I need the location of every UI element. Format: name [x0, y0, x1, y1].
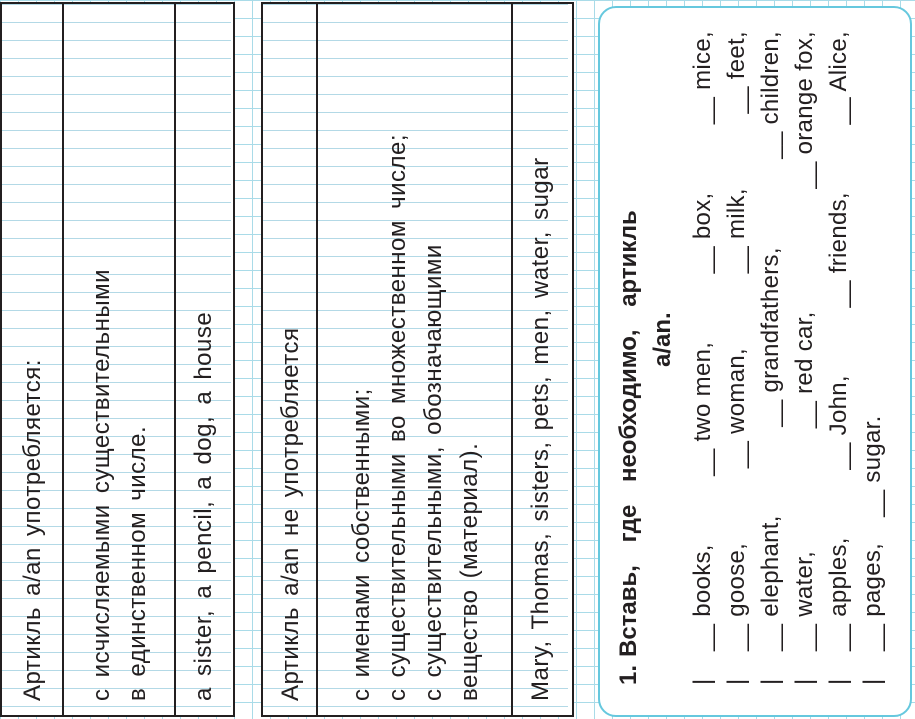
exercise-row: | __ goose, __ woman, __ milk, __ feet,: [723, 31, 750, 685]
exercise-item[interactable]: __ red car,: [791, 311, 818, 429]
exercise-item[interactable]: __ goose,: [723, 542, 750, 651]
table-usage: [0, 2, 235, 717]
exercise-item[interactable]: __ John,: [825, 375, 852, 470]
table-usage-header-cell: [2, 4, 64, 715]
table-non-usage-header-cell: [263, 4, 318, 715]
table-usage-examples-cell: [176, 4, 231, 715]
rule-item: с именами собственными;: [347, 388, 375, 701]
exercise-item[interactable]: __ elephant,: [757, 515, 784, 651]
exercise-row: | __ pages, __ sugar.: [859, 415, 886, 685]
rule-line-2: в единственном числе.: [124, 425, 151, 701]
table-usage-rule-cell: [64, 4, 176, 715]
exercise-item[interactable]: __ water,: [791, 550, 818, 651]
exercise-row: | __ elephant, __ grandfathers, __ children,: [757, 31, 784, 685]
exercise-item[interactable]: __ two men,: [689, 341, 716, 476]
rule-item: вещество (материал).: [455, 442, 483, 701]
exercise-item[interactable]: __ pages,: [859, 542, 886, 651]
rule-item: с существительными во множественном числе;: [383, 133, 411, 701]
non-usage-examples: Mary, Thomas, sisters, pets, men, water, sugar: [526, 157, 554, 701]
exercise-item[interactable]: __ feet,: [723, 31, 750, 114]
exercise-row: | __ books, __ two men, __ box, __ mice,: [689, 31, 716, 685]
exercise-row: | __ apples, __ John, __ friends, __ Alice,: [825, 31, 852, 685]
table-non-usage-examples-cell: [513, 4, 568, 715]
exercise-title: [612, 24, 680, 685]
exercise-number: 1.: [615, 664, 642, 685]
exercise-title-line-1: Вставь, где необходимо, артикль: [615, 210, 642, 657]
table-non-usage-header: Артикль a/an не употребляется: [276, 327, 304, 701]
exercise-item[interactable]: __ orange fox,: [791, 31, 818, 189]
exercise-item[interactable]: __ grandfathers,: [757, 247, 784, 427]
exercise-item[interactable]: __ box,: [689, 192, 716, 274]
rule-item: с существительными, обозначающими: [419, 244, 447, 701]
exercise-item[interactable]: __ mice,: [689, 31, 716, 125]
exercise-item[interactable]: __ children,: [757, 31, 784, 159]
exercise-item[interactable]: __ milk,: [723, 188, 750, 274]
exercise-rows: [686, 24, 890, 685]
exercise-item[interactable]: __ friends,: [825, 192, 852, 308]
exercise-item[interactable]: __ apples,: [825, 537, 852, 651]
exercise-item[interactable]: __ Alice,: [825, 31, 852, 125]
exercise-item[interactable]: __ books,: [689, 544, 716, 651]
exercise-row: | __ water, __ red car, __ orange fox,: [791, 31, 818, 685]
table-non-usage-rule-cell: [318, 4, 513, 715]
rule-line-1: с исчисляемыми существительными: [88, 268, 115, 701]
table-non-usage: [261, 2, 574, 717]
exercise-title-line-2: a/an.: [649, 312, 676, 367]
usage-examples: a sister, a pencil, a dog, a house: [189, 311, 217, 701]
exercise-item[interactable]: __ sugar.: [859, 415, 886, 517]
exercise-box: [598, 6, 912, 717]
exercise-item[interactable]: __ woman,: [723, 348, 750, 469]
table-usage-header: Артикль a/an употребляется:: [19, 359, 46, 701]
